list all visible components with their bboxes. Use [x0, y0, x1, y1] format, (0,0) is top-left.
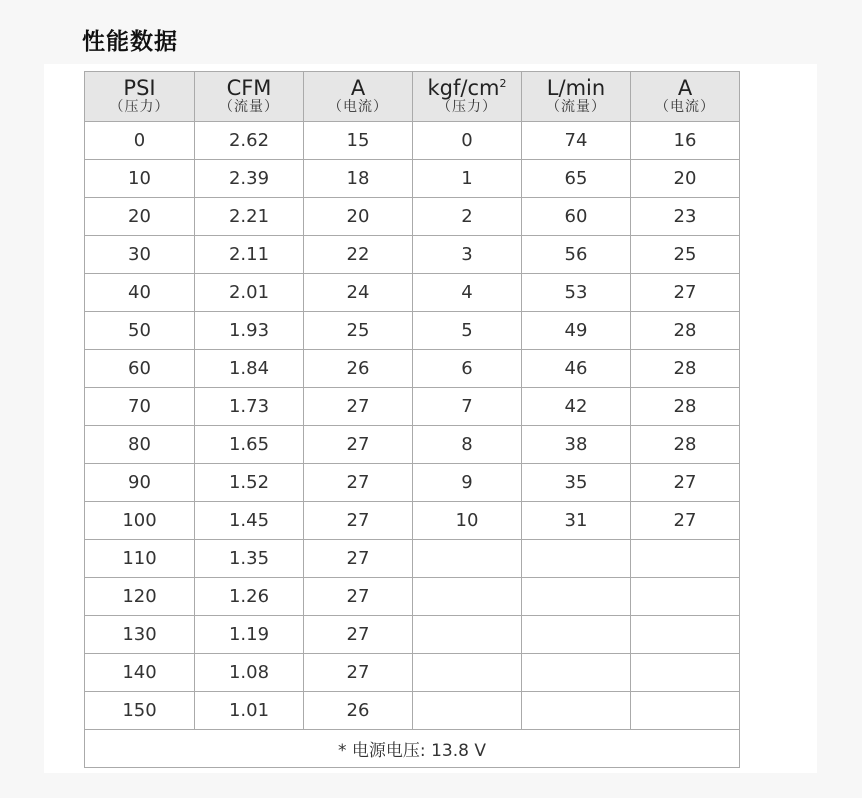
header-row [85, 72, 740, 122]
header-label: kgf/cm [427, 76, 500, 100]
cfm-cell: 1.84 [195, 350, 304, 388]
amps-imperial-cell: 22 [304, 236, 413, 274]
lmin-cell: 46 [522, 350, 631, 388]
performance-table [84, 71, 740, 768]
table-body [85, 122, 740, 730]
cfm-cell: 1.93 [195, 312, 304, 350]
psi-cell: 10 [85, 160, 195, 198]
kgf-cell: 6 [413, 350, 522, 388]
amps-metric-cell: 27 [631, 502, 740, 540]
amps-imperial-cell: 26 [304, 692, 413, 730]
lmin-cell: 60 [522, 198, 631, 236]
psi-cell: 90 [85, 464, 195, 502]
psi-cell: 80 [85, 426, 195, 464]
table-row [85, 578, 740, 616]
amps-metric-cell [631, 578, 740, 616]
lmin-cell: 42 [522, 388, 631, 426]
table-row [85, 388, 740, 426]
table-row [85, 160, 740, 198]
amps-imperial-cell: 27 [304, 426, 413, 464]
cfm-cell: 1.08 [195, 654, 304, 692]
header-label: PSI [123, 76, 156, 100]
amps-imperial-cell: 15 [304, 122, 413, 160]
amps-imperial-cell: 27 [304, 502, 413, 540]
kgf-cell: 4 [413, 274, 522, 312]
amps-imperial-cell: 27 [304, 654, 413, 692]
amps-metric-cell: 28 [631, 388, 740, 426]
header-label: CFM [226, 76, 272, 100]
header-label: A [677, 76, 693, 100]
psi-cell: 60 [85, 350, 195, 388]
amps-imperial-cell: 25 [304, 312, 413, 350]
cfm-cell: 2.21 [195, 198, 304, 236]
lmin-cell: 65 [522, 160, 631, 198]
header-superscript: 2 [499, 77, 507, 90]
psi-cell: 100 [85, 502, 195, 540]
amps-imperial-cell: 26 [304, 350, 413, 388]
table-row [85, 198, 740, 236]
table-row [85, 654, 740, 692]
cfm-cell: 1.19 [195, 616, 304, 654]
footnote: * 电源电压: 13.8 V [85, 730, 740, 768]
header-label: L/min [546, 76, 606, 100]
table-row [85, 236, 740, 274]
cfm-cell: 2.62 [195, 122, 304, 160]
header-sublabel: （流量） [546, 99, 606, 115]
lmin-cell: 31 [522, 502, 631, 540]
table-row [85, 350, 740, 388]
table-row [85, 312, 740, 350]
amps-imperial-cell: 27 [304, 616, 413, 654]
cfm-cell: 1.45 [195, 502, 304, 540]
cfm-cell: 1.65 [195, 426, 304, 464]
header-label: A [350, 76, 366, 100]
table-row [85, 692, 740, 730]
lmin-cell [522, 654, 631, 692]
amps-metric-cell: 28 [631, 426, 740, 464]
amps-imperial-cell: 18 [304, 160, 413, 198]
cfm-cell: 1.35 [195, 540, 304, 578]
table-header [85, 72, 740, 122]
header-amps-imperial [304, 72, 413, 122]
amps-metric-cell: 23 [631, 198, 740, 236]
amps-metric-cell: 27 [631, 274, 740, 312]
psi-cell: 120 [85, 578, 195, 616]
table-row [85, 426, 740, 464]
psi-cell: 20 [85, 198, 195, 236]
kgf-cell: 10 [413, 502, 522, 540]
cfm-cell: 2.39 [195, 160, 304, 198]
psi-cell: 70 [85, 388, 195, 426]
lmin-cell: 56 [522, 236, 631, 274]
page-title: 性能数据 [82, 29, 178, 55]
kgf-cell: 0 [413, 122, 522, 160]
cfm-cell: 1.26 [195, 578, 304, 616]
table-row [85, 540, 740, 578]
cfm-cell: 2.01 [195, 274, 304, 312]
kgf-cell: 1 [413, 160, 522, 198]
psi-cell: 0 [85, 122, 195, 160]
amps-metric-cell: 20 [631, 160, 740, 198]
amps-metric-cell: 28 [631, 312, 740, 350]
header-sublabel: （电流） [328, 99, 388, 115]
amps-imperial-cell: 20 [304, 198, 413, 236]
header-sublabel: （流量） [219, 99, 279, 115]
psi-cell: 130 [85, 616, 195, 654]
psi-cell: 140 [85, 654, 195, 692]
header-kgf [413, 72, 522, 122]
kgf-cell: 2 [413, 198, 522, 236]
table-row [85, 616, 740, 654]
kgf-cell: 8 [413, 426, 522, 464]
amps-metric-cell: 16 [631, 122, 740, 160]
table-row [85, 502, 740, 540]
table-row [85, 122, 740, 160]
amps-imperial-cell: 24 [304, 274, 413, 312]
cfm-cell: 1.01 [195, 692, 304, 730]
table-footer [85, 730, 740, 768]
psi-cell: 150 [85, 692, 195, 730]
header-amps-metric [631, 72, 740, 122]
kgf-cell: 3 [413, 236, 522, 274]
amps-imperial-cell: 27 [304, 540, 413, 578]
kgf-cell: 9 [413, 464, 522, 502]
amps-metric-cell [631, 540, 740, 578]
cfm-cell: 2.11 [195, 236, 304, 274]
psi-cell: 50 [85, 312, 195, 350]
kgf-cell [413, 540, 522, 578]
header-lmin [522, 72, 631, 122]
amps-imperial-cell: 27 [304, 578, 413, 616]
amps-imperial-cell: 27 [304, 464, 413, 502]
amps-metric-cell: 25 [631, 236, 740, 274]
kgf-cell [413, 692, 522, 730]
lmin-cell [522, 616, 631, 654]
header-label-wrap [413, 77, 521, 99]
header-psi [85, 72, 195, 122]
header-sublabel: （压力） [109, 99, 170, 115]
psi-cell: 110 [85, 540, 195, 578]
amps-metric-cell [631, 616, 740, 654]
kgf-cell [413, 616, 522, 654]
lmin-cell [522, 578, 631, 616]
psi-cell: 40 [85, 274, 195, 312]
header-sublabel: （压力） [437, 99, 497, 115]
cfm-cell: 1.52 [195, 464, 304, 502]
cfm-cell: 1.73 [195, 388, 304, 426]
lmin-cell: 49 [522, 312, 631, 350]
lmin-cell [522, 692, 631, 730]
lmin-cell: 38 [522, 426, 631, 464]
header-cfm [195, 72, 304, 122]
kgf-cell: 7 [413, 388, 522, 426]
kgf-cell [413, 654, 522, 692]
amps-metric-cell: 28 [631, 350, 740, 388]
lmin-cell: 53 [522, 274, 631, 312]
amps-metric-cell: 27 [631, 464, 740, 502]
header-sublabel: （电流） [655, 99, 715, 115]
lmin-cell [522, 540, 631, 578]
table-row [85, 464, 740, 502]
kgf-cell [413, 578, 522, 616]
lmin-cell: 35 [522, 464, 631, 502]
psi-cell: 30 [85, 236, 195, 274]
amps-imperial-cell: 27 [304, 388, 413, 426]
lmin-cell: 74 [522, 122, 631, 160]
kgf-cell: 5 [413, 312, 522, 350]
amps-metric-cell [631, 692, 740, 730]
table-row [85, 274, 740, 312]
footnote-row [85, 730, 740, 768]
amps-metric-cell [631, 654, 740, 692]
